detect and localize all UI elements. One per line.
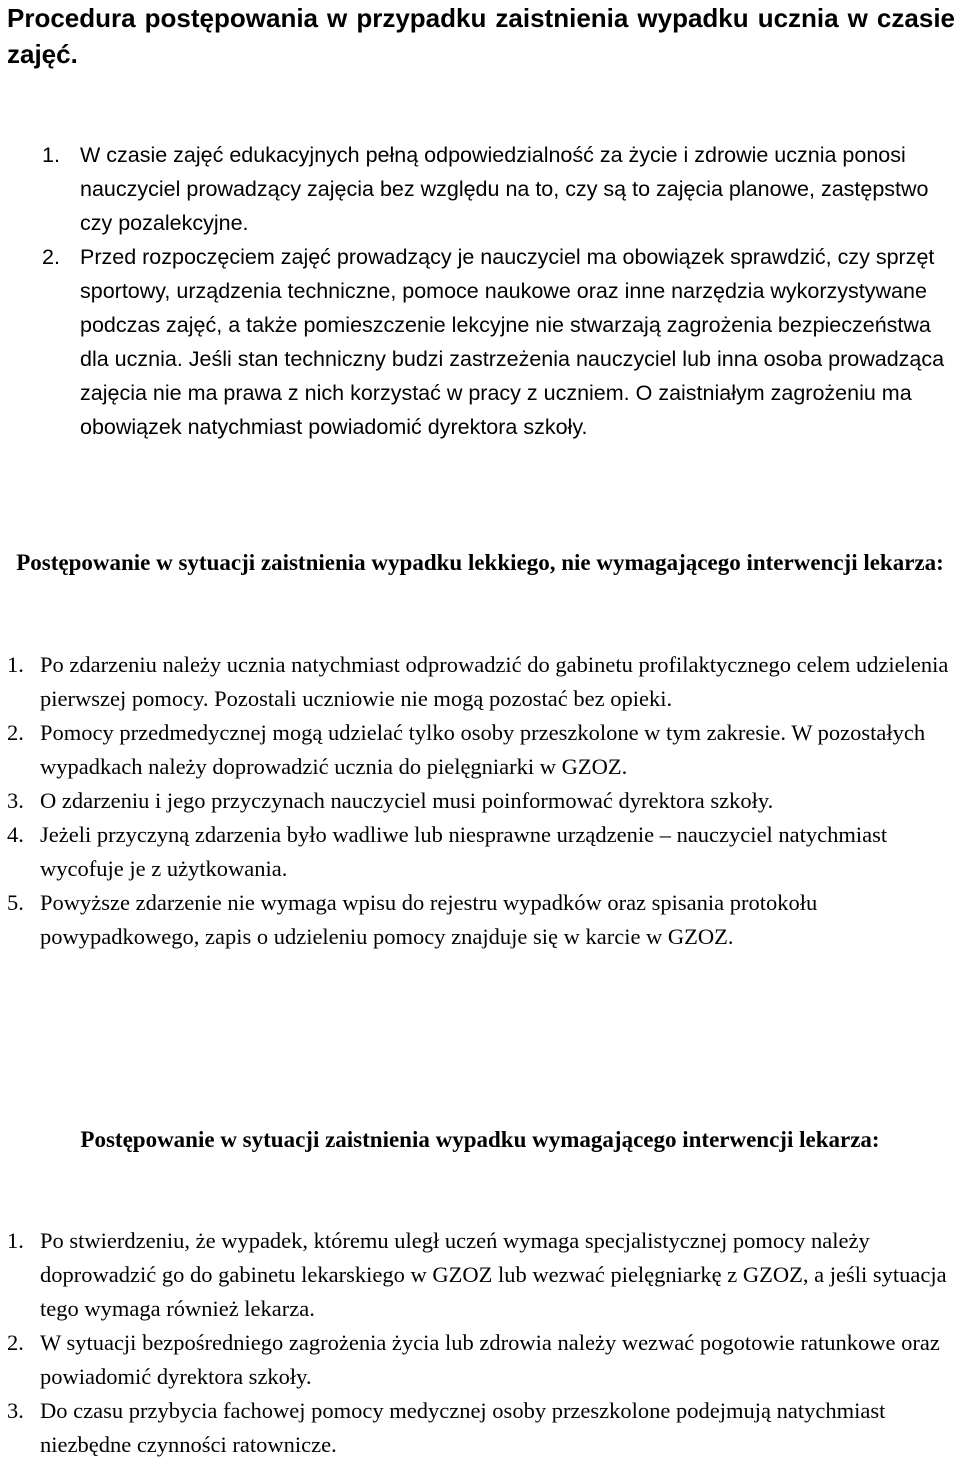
section-heading-serious-accident: Postępowanie w sytuacji zaistnienia wypadku wymagającego interwencji lekarza: — [80, 1127, 880, 1152]
item-text: Po zdarzeniu należy ucznia natychmiast odprowadzić do gabinetu profilaktycznego celem udzielenia pierwszej pomocy. Pozostali uczniowie nie mogą pozostać bez opieki. — [40, 652, 949, 711]
item-text: W sytuacji bezpośredniego zagrożenia życia lub zdrowia należy wezwać pogotowie ratunkowe oraz powiadomić dyrektora szkoły. — [40, 1330, 940, 1389]
item-text: W czasie zajęć edukacyjnych pełną odpowiedzialność za życie i zdrowie ucznia ponosi nauczyciel prowadzący zajęcia bez względu na to, czy są to zajęcia planowe, zastępstwo czy pozalekcyjne. — [80, 143, 929, 235]
serious-accident-list — [0, 1224, 960, 1462]
list-item — [0, 1224, 960, 1326]
list-item — [0, 886, 960, 954]
list-item — [0, 716, 960, 784]
list-item — [0, 818, 960, 886]
item-text: Przed rozpoczęciem zajęć prowadzący je nauczyciel ma obowiązek sprawdzić, czy sprzęt sportowy, urządzenia techniczne, pomoce naukowe oraz inne narzędzia wykorzystywane podczas zajęć, a także pomieszczenie lekcyjne nie stwarzają zagrożenia bezpieczeństwa dla ucznia. Jeśli stan techniczny budzi zastrzeżenia nauczyciel lub inna osoba prowadząca zajęcia nie ma prawa z nich korzystać w pracy z uczniem. O zaistniałym zagrożeniu ma obowiązek natychmiast powiadomić dyrektora szkoły. — [80, 245, 945, 439]
item-number: 5. — [7, 890, 24, 915]
intro-item — [0, 240, 960, 444]
intro-item — [0, 138, 960, 240]
item-text: Powyższe zdarzenie nie wymaga wpisu do rejestru wypadków oraz spisania protokołu powypadkowego, zapis o udzieleniu pomocy znajduje się w karcie w GZOZ. — [40, 890, 818, 949]
list-item — [0, 1326, 960, 1394]
item-number: 1. — [7, 1228, 24, 1253]
item-text: Jeżeli przyczyną zdarzenia było wadliwe lub niesprawne urządzenie – nauczyciel natychmiast wycofuje je z użytkowania. — [40, 822, 888, 881]
item-number: 2. — [7, 1330, 24, 1355]
list-item — [0, 1394, 960, 1462]
item-text: Po stwierdzeniu, że wypadek, któremu uległ uczeń wymaga specjalistycznej pomocy należy doprowadzić go do gabinetu lekarskiego w GZOZ lub wezwać pielęgniarkę z GZOZ, a jeśli sytuacja tego wymaga również lekarza. — [40, 1228, 947, 1321]
intro-list — [0, 138, 960, 444]
item-number: 3. — [7, 788, 24, 813]
list-item — [0, 784, 960, 818]
item-text: Do czasu przybycia fachowej pomocy medycznej osoby przeszkolone podejmują natychmiast niezbędne czynności ratownicze. — [40, 1398, 886, 1457]
document-title: Procedura postępowania w przypadku zaistnienia wypadku ucznia w czasie zajęć. — [7, 3, 955, 69]
item-text: O zdarzeniu i jego przyczynach nauczyciel musi poinformować dyrektora szkoły. — [40, 788, 774, 813]
item-number: 2. — [42, 245, 60, 269]
item-number: 4. — [7, 822, 24, 847]
item-number: 1. — [42, 143, 60, 167]
item-number: 1. — [7, 652, 24, 677]
light-accident-list — [0, 648, 960, 954]
item-number: 3. — [7, 1398, 24, 1423]
item-number: 2. — [7, 720, 24, 745]
section-heading-light-accident: Postępowanie w sytuacji zaistnienia wypadku lekkiego, nie wymagającego interwencji lekarza: — [16, 550, 944, 575]
list-item — [0, 648, 960, 716]
item-text: Pomocy przedmedycznej mogą udzielać tylko osoby przeszkolone w tym zakresie. W pozostałych wypadkach należy doprowadzić ucznia do pielęgniarki w GZOZ. — [40, 720, 926, 779]
